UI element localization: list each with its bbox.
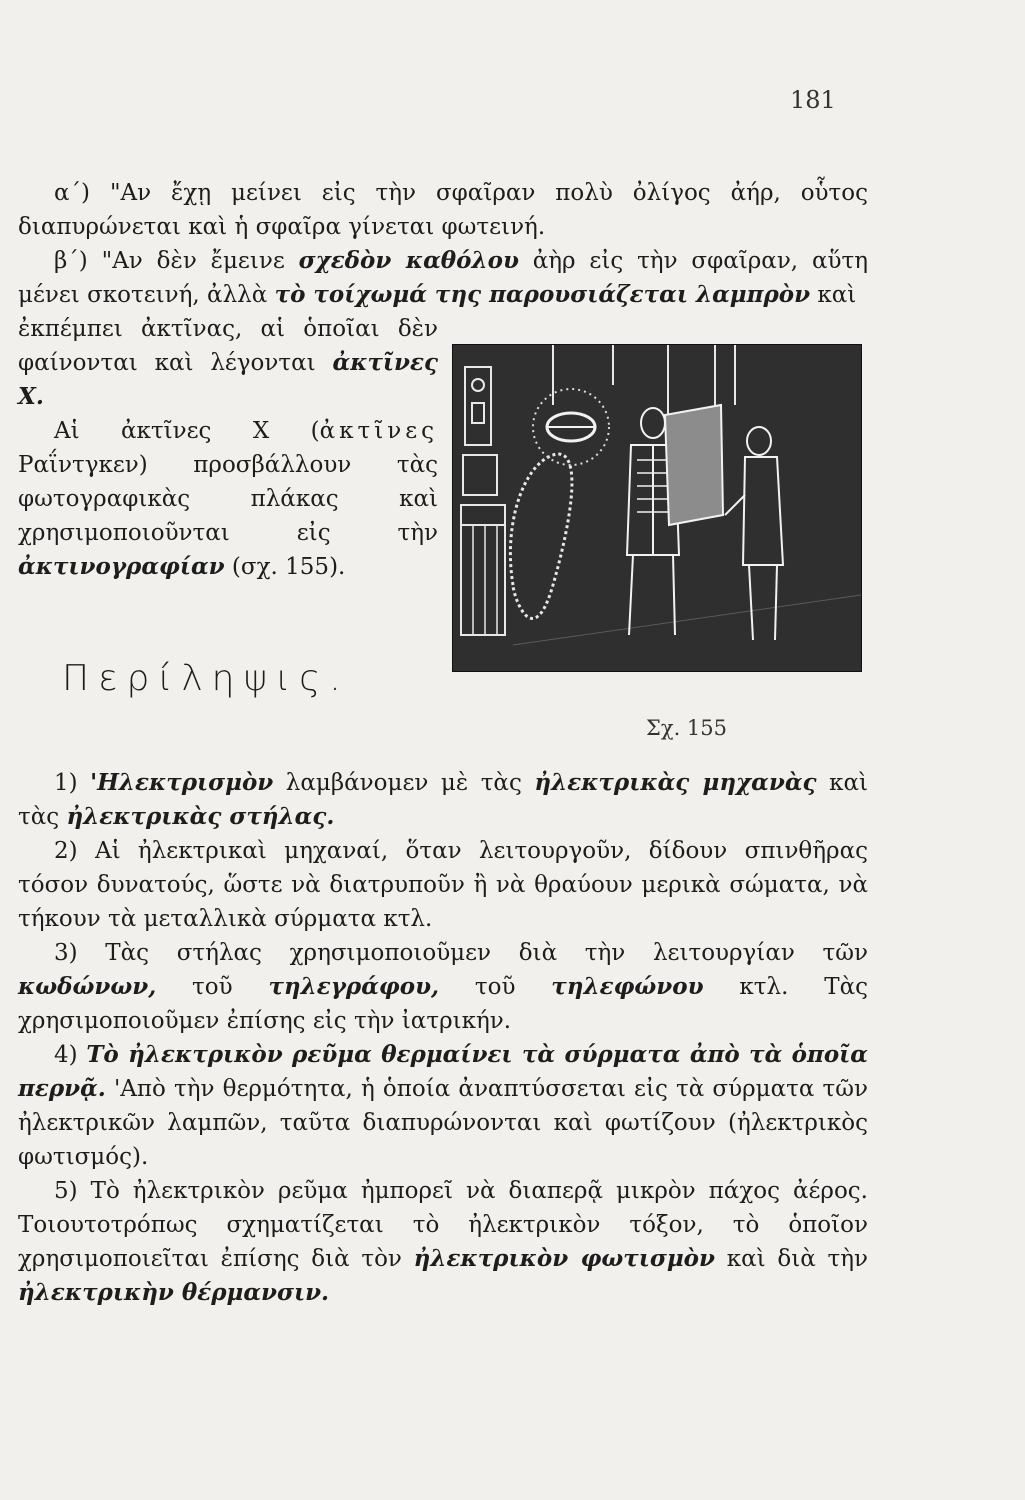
side-text (18, 312, 438, 584)
paragraph-b-continued: ἐκπέμπει ἀκτῖνας, αἱ ὁποῖαι δὲν φαίνονται καὶ λέγονται ἀκτῖνες X. (18, 316, 438, 410)
paragraph-a: α΄) "Αν ἔχῃ μείνει εἰς τὴν σφαῖραν πολὺ ὀλίγος ἀήρ, οὗτος διαπυρώνεται καὶ ἡ σφαῖρα γίνεται φωτεινή. (18, 180, 868, 240)
summary-item-3: 3) Τὰς στήλας χρησιμοποιοῦμεν διὰ τὴν λειτουργίαν τῶν κωδώνων, τοῦ τηλεγράφου, τοῦ τηλεφώνου κτλ. Τὰς χρησιμοποιοῦμεν ἐπίσης εἰς τὴν ἰατρικήν. (18, 940, 868, 1034)
intro-text (18, 176, 868, 312)
summary-text (18, 766, 868, 1310)
summary-item-5: 5) Τὸ ἠλεκτρικὸν ρεῦμα ἠμπορεῖ νὰ διαπερᾷ μικρὸν πάχος ἀέρος. Τοιουτοτρόπως σχηματίζεται τὸ ἠλεκτρικὸν τόξον, τὸ ὁποῖον χρησιμοποιεῖται ἐπίσης διὰ τὸν ἠλεκτρικὸν φωτισμὸν καὶ διὰ τὴν ἠλεκτρικὴν θέρμανσιν. (18, 1178, 868, 1306)
summary-item-1: 1) 'Ηλεκτρισμὸν λαμβάνομεν μὲ τὰς ἠλεκτρικὰς μηχανὰς καὶ τὰς ἠλεκτρικὰς στήλας. (18, 769, 868, 830)
paragraph-x-rays: Αἱ ἀκτῖνες Χ (ἀκτῖνες Ραΐντγκεν) προσβάλλουν τὰς φωτογραφικὰς πλάκας καὶ χρησιμοποιοῦνται εἰς τὴν ἀκτινογραφίαν (σχ. 155). (18, 418, 438, 580)
paragraph-b: β΄) "Αν δὲν ἔμεινε σχεδὸν καθόλου ἀὴρ εἰς τὴν σφαῖραν, αὕτη μένει σκοτεινή, ἀλλὰ τὸ τοίχωμά της παρουσιάζεται λαμπρὸν καὶ (18, 247, 868, 308)
xray-scene-drawing (453, 345, 861, 671)
figure-caption: Σχ. 155 (646, 716, 728, 740)
summary-item-2: 2) Αἱ ἠλεκτρικαὶ μηχαναί, ὅταν λειτουργοῦν, δίδουν σπινθῆρας τόσον δυνατούς, ὥστε νὰ διατρυποῦν ἢ νὰ θραύουν μερικὰ σώματα, νὰ τήκουν τὰ μεταλλικὰ σύρματα κτλ. (18, 838, 868, 932)
page-number: 181 (790, 86, 836, 114)
summary-item-4: 4) Τὸ ἠλεκτρικὸν ρεῦμα θερμαίνει τὰ σύρματα ἀπὸ τὰ ὁποῖα περνᾷ. 'Απὸ τὴν θερμότητα, ἡ ὁποία ἀναπτύσσεται εἰς τὰ σύρματα τῶν ἠλεκτρικῶν λαμπῶν, ταῦτα διαπυρώνονται καὶ φωτίζουν (ἠλεκτρικὸς φωτισμός). (18, 1041, 869, 1170)
figure-xray-illustration (452, 344, 862, 672)
summary-heading: Περίληψις. (62, 658, 350, 699)
